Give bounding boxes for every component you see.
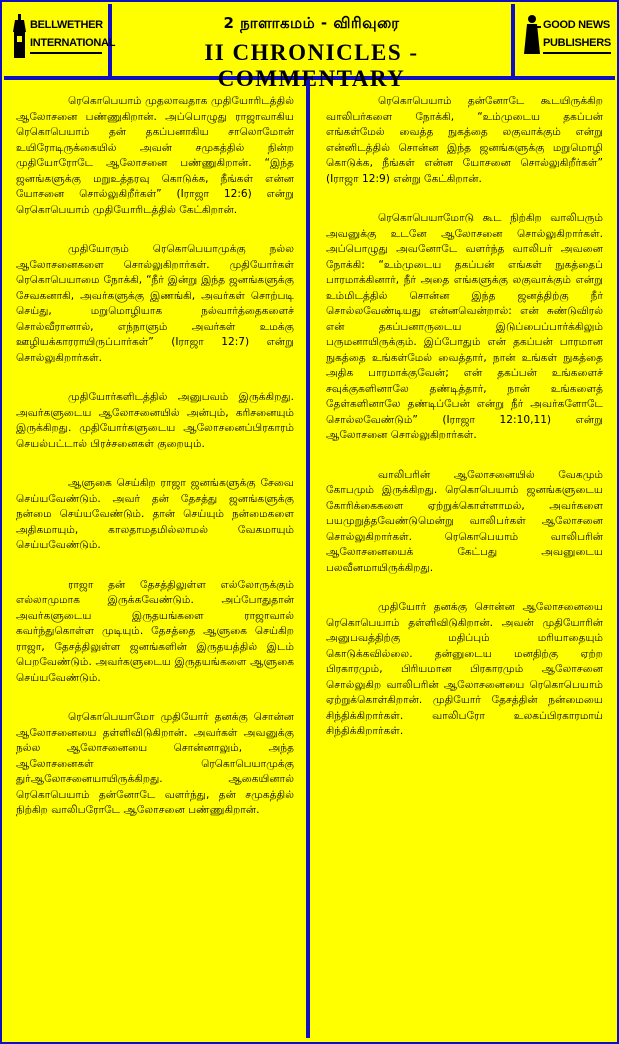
right-column: [314, 80, 615, 1038]
left-column: [4, 80, 310, 1038]
paragraph: வாலிபரின் ஆலோசனையில் வேகமும் கோபமும் இருக்கிறது. ரெகொபெயாம் ஜனங்களுடைய கோரிக்கைகளை ஏற்றுக்கொள்ளாமல், அவர்களை பயமுறுத்தவேண்டுமென்று வாலிபர்கள் ஆலோசனை சொல்லுகிறார்கள். ரெகொபெயாம் வாலிபரின் ஆலோசனையைக் கேட்பது அவனுடைய பலவீனமாயிருக்கிறது.: [326, 468, 603, 574]
paragraph: ரெகொபெயாமோ முதியோர் தனக்கு சொன்ன ஆலோசனையை தள்ளிவிடுகிறான். அவர்கள் அவனுக்கு நல்ல ஆலோசனையை சொன்னாலும், அந்த ஆலோசனைகள் ரெகொபெயாமுக்கு துர்ஆலோசனையாயிருக்கிறது. ஆகையினால் ரெகொபெயாம் தன்னோடே வளர்ந்து, தன் சமுகத்தில் நிற்கிற வாலிபரோடே ஆலோசனை பண்ணுகிறான்.: [16, 711, 294, 816]
paragraph: ராஜா தன் தேசத்திலுள்ள எல்லோருக்கும் எல்லாமுமாக இருக்கவேண்டும். அப்போதுதான் அவர்களுடைய இருதயங்களை ராஜாவால் கவர்ந்துகொள்ள முடியும். தேசத்தை ஆளுகை செய்கிற ராஜா, தேசத்திலுள்ள ஜனங்களின் இருதயத்தில் இடம் பெறவேண்டும். அவர்களுடைய இருதயங்களை ஆளுகை செய்யவேண்டும்.: [16, 578, 294, 684]
paragraph: ரெகொபெயாமோடு கூட நிற்கிற வாலிபரும் அவனுக்கு உடனே ஆலோசனை சொல்லுகிறார்கள். அப்பொழுது அவனோடே வளர்ந்த வாலிபர் அவனை நோக்கி: “உம்முடைய தகப்பன் எங்கள் நுகத்தைப் பாரமாக்கினார், நீர் அதை எங்களுக்கு லகுவாக்கும் என்று உம்மிடத்தில் சொன்ன இந்த ஜனத்திற்கு நீர் சொல்லவேண்டியது என்னவென்றால்: என் சுண்டுவிரல் என் தகப்பனாருடைய இடுப்பைப்பார்க்கிலும் பருமனாயிருக்கும். இப்போதும் என் தகப்பன் பாரமான நுகத்தை உங்கள்மேல் வைத்தார், நான் உங்கள் நுகத்தை அதிக பாரமாக்குவேன்; என் தகப்பன் உங்களைச் சவுக்குகளினாலே தண்டித்தார், நான் உங்களைத் தேள்களினாலே தண்டிப்பேன் என்று நீர் அவர்களோடே சொல்லவேண்டும்” (Iராஜா 12:10,11) என்று ஆலோசனை சொல்லுகிறார்கள்.: [326, 212, 603, 441]
paragraph: ரெகொபெயாம் தன்னோடே கூடயிருக்கிற வாலிபர்களை நோக்கி, “உம்முடைய தகப்பன் எங்கள்மேல் வைத்த நுகத்தை லகுவாக்கும் என்று என்னிடத்தில் சொன்ன இந்த ஜனங்களுக்கு மறுமொழி கொடுக்க, நீங்கள் என்ன யோசனை சொல்லுகிறீர்கள்” (Iராஜா 12:9) என்று கேட்கிறான்.: [326, 95, 603, 185]
logo-text-left: BELLWETHER INTERNATIONAL: [30, 16, 102, 54]
header: [4, 4, 615, 91]
logo-text-right: GOOD NEWS PUBLISHERS: [543, 16, 611, 54]
paragraph: முதியோரும் ரெகொபெயாமுக்கு நல்ல ஆலோசனைகளை சொல்லுகிறார்கள். முதியோர்கள் ரெகொபெயாமை நோக்கி, “நீர் இன்று இந்த ஜனங்களுக்கு சேவகனாகி, அவர்களுக்கு இணங்கி, அவர்கள் சொற்படி செய்து, மறுமொழியாக நல்வார்த்தைகளைச் சொல்வீரானால், எந்நாளும் அவர்கள் உமக்கு ஊழியக்காரராயிருப்பார்கள்” (Iராஜா 12:7) என்று சொல்லுகிறார்கள்.: [16, 243, 294, 364]
paragraph: முதியோர்களிடத்தில் அனுபவம் இருக்கிறது. அவர்களுடைய ஆலோசனையில் அன்பும், கரிசனையும் இருக்கிறது. முதியோர்களுடைய ஆலோசனைப்பிரகாரம் செயல்பட்டால் பிரச்சனைகள் குறையும்.: [16, 391, 294, 450]
title-tamil: 2 நாளாகமம் - விரிவுரை: [223, 14, 400, 32]
paragraph: ரெகொபெயாம் முதலாவதாக முதியோரிடத்தில் ஆலோசனை பண்ணுகிறான். அப்பொழுது ராஜாவாகிய ரெகொபெயாம் தன் தகப்பனாகிய சாலொமோன் உயிரோடிருக்கையில் அவன் சமுகத்தில் நின்ற முதியோரோடே ஆலோசனை பண்ணுகிறான். “இந்த ஜனங்களுக்கு மறுஉத்தரவு கொடுக்க, நீங்கள் என்ன யோசனை சொல்லுகிறீர்கள்” (Iராஜா 12:6) என்று ரெகொபெயாம் முதியோரிடத்தில் கேட்கிறான்.: [16, 95, 294, 216]
title-english: II CHRONICLES - COMMENTARY: [204, 40, 419, 91]
publisher-logo-right: [511, 4, 615, 76]
bell-tower-icon: [12, 14, 28, 58]
publisher-logo-left: [4, 4, 116, 76]
paragraph: ஆளுகை செய்கிற ராஜா ஜனங்களுக்கு சேவை செய்யவேண்டும். அவர் தன் தேசத்து ஜனங்களுக்கு நன்மை செய்யவேண்டும். தான் செய்யும் நன்மைகளை அதிகமாயும், காலதாமதமில்லாமல் வேகமாயும் செய்யவேண்டும்.: [16, 477, 294, 551]
paragraph: முதியோர் தனக்கு சொன்ன ஆலோசனையை ரெகொபெயாம் தள்ளிவிடுகிறான். அவன் முதியோரின் அனுபவத்திற்கு மதிப்பும் மரியாதையும் கொடுக்கவில்லை. தன்னுடைய மனதிற்கு ஏற்ற பிரகாரமும், பிரியமான பிரகாரமும் ஆலோசனை சொல்லுகிற வாலிபரின் ஆலோசனையை ரெகொபெயாம் ஏற்றுக்கொள்கிறான். முதியோர் தேசத்தின் நன்மையை சிந்திக்கிறார்கள். வாலிபரோ உலகப்பிரகாரமாய் சிந்திக்கிறார்கள்.: [326, 601, 603, 737]
title-area: [112, 4, 511, 91]
trumpet-angel-icon: [523, 14, 541, 58]
